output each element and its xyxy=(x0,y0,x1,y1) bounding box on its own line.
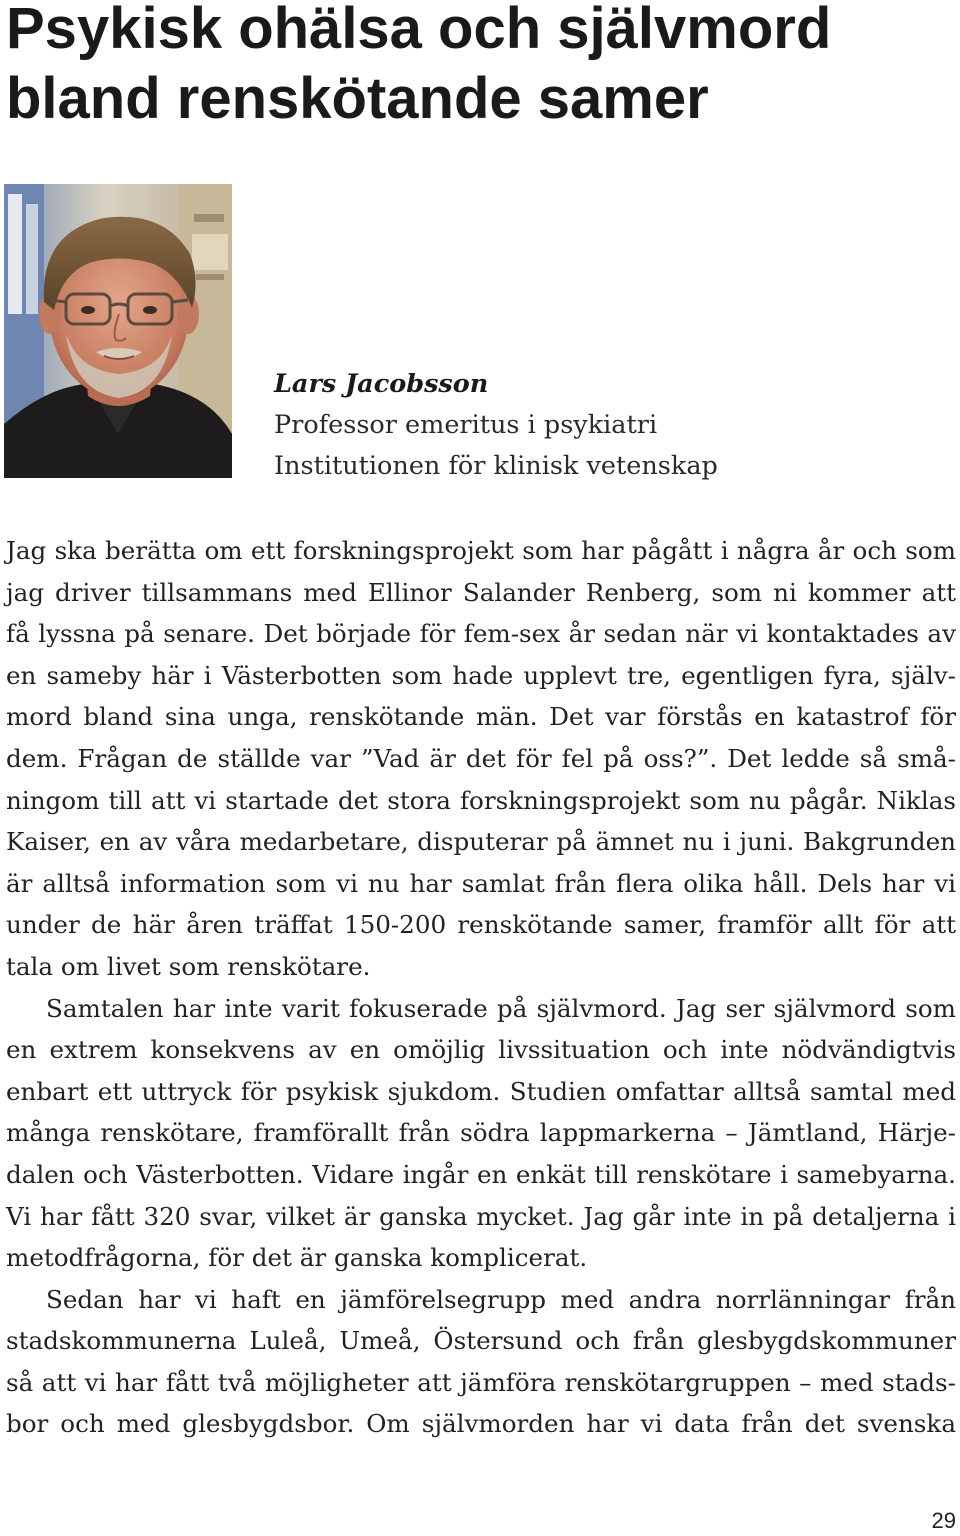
author-name: Lars Jacobsson xyxy=(274,369,489,399)
author-portrait-photo xyxy=(4,184,232,478)
author-department: Institutionen för klinisk vetenskap xyxy=(274,451,718,481)
author-role: Professor emeritus i psykiatri xyxy=(274,410,658,440)
text-line: en sameby här i Västerbotten som hade upplevt tre, egentligen fyra, själv- xyxy=(6,660,956,690)
text-line: en extrem konsekvens av en omöjlig livssituation och inte nödvändigtvis xyxy=(6,1035,956,1065)
text-line: dalen och Västerbotten. Vidare ingår en enkät till renskötare i samebyarna. xyxy=(6,1159,956,1189)
text-line: mord bland sina unga, renskötande män. Det var förstås en katastrof för xyxy=(6,702,956,732)
text-line: så att vi har fått två möjligheter att jämföra renskötargruppen – med stads- xyxy=(6,1367,956,1397)
text-line: ningom till att vi startade det stora forskningsprojekt som nu pågår. Niklas xyxy=(6,785,956,815)
text-line: få lyssna på senare. Det började för fem-sex år sedan när vi kontaktades av xyxy=(6,619,956,649)
text-line: Vi har fått 320 svar, vilket är ganska mycket. Jag går inte in på detaljerna i xyxy=(6,1201,956,1231)
article-title xyxy=(6,0,946,134)
article-body xyxy=(6,530,956,1445)
paragraph xyxy=(6,988,956,1279)
page-number: 29 xyxy=(931,1508,956,1533)
text-line: Jag ska berätta om ett forskningsprojekt som har pågått i några år och som xyxy=(6,536,956,565)
text-line: stadskommunerna Luleå, Umeå, Östersund och från glesbygdskommuner xyxy=(6,1326,956,1356)
text-line: tala om livet som renskötare. xyxy=(6,951,371,981)
title-line: bland renskötande samer xyxy=(6,66,709,131)
author-byline xyxy=(274,364,718,487)
text-line: är alltså information som vi nu har samlat från flera olika håll. Dels har vi xyxy=(6,868,956,898)
text-line: enbart ett uttryck för psykisk sjukdom. Studien omfattar alltså samtal med xyxy=(6,1076,956,1106)
title-line: Psykisk ohälsa och självmord xyxy=(6,0,832,61)
text-line: dem. Frågan de ställde var ”Vad är det för fel på oss?”. Det ledde så små- xyxy=(6,743,956,773)
text-line: Sedan har vi haft en jämförelsegrupp med andra norrlänningar från xyxy=(46,1284,956,1314)
text-line: metodfrågorna, för det är ganska komplicerat. xyxy=(6,1243,588,1273)
text-line: jag driver tillsammans med Ellinor Salander Renberg, som ni kommer att xyxy=(6,577,956,607)
text-line: många renskötare, framförallt från södra lappmarkerna – Jämtland, Härje- xyxy=(6,1118,956,1148)
paragraph xyxy=(6,530,956,988)
text-line: Kaiser, en av våra medarbetare, disputerar på ämnet nu i juni. Bakgrunden xyxy=(6,827,956,857)
paragraph xyxy=(6,1279,956,1445)
text-line: bor och med glesbygdsbor. Om självmorden har vi data från det svenska xyxy=(6,1409,956,1439)
text-line: Samtalen har inte varit fokuserade på självmord. Jag ser självmord som xyxy=(46,993,956,1023)
text-line: under de här åren träffat 150-200 renskötande samer, framför allt för att xyxy=(6,910,956,940)
